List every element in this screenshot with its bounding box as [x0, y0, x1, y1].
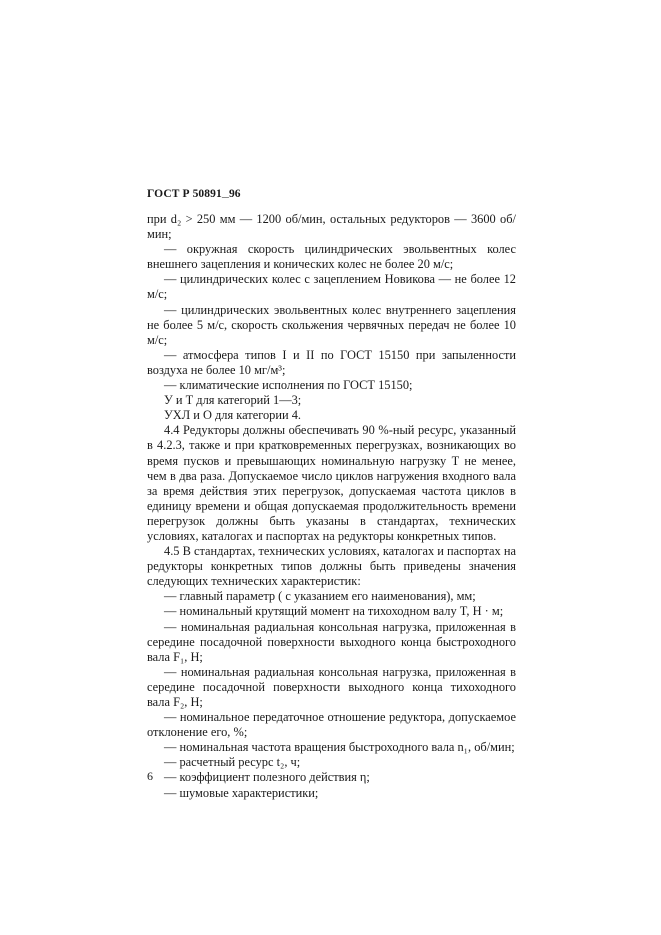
- list-item-load-f2: — номинальная радиальная консольная нагрузка, приложенная в середине посадочной поверхности выходного конца тихоходного вала F₂, Н;: [147, 664, 516, 709]
- list-item-noise: — шумовые характеристики;: [164, 785, 319, 800]
- standard-code: ГОСТ Р 50891: [147, 188, 222, 200]
- paragraph-atmosphere: — атмосфера типов I и II по ГОСТ 15150 при запыленности воздуха не более 10 мг/м³;: [147, 347, 516, 377]
- paragraph-4-5: 4.5 В стандартах, технических условиях, каталогах и паспортах на редукторы конкретных типов должны быть приведены значения следующих технических характеристик:: [147, 544, 516, 589]
- paragraph-internal-gear: — цилиндрических эвольвентных колес внутреннего зацепления не более 5 м/с, скорость скольжения червячных передач не более 10 м/с;: [147, 302, 516, 347]
- paragraph-novikov: — цилиндрических колес с зацеплением Новикова — не более 12 м/с;: [147, 272, 516, 302]
- list-item-resource: — расчетный ресурс t₂, ч;: [164, 755, 301, 770]
- paragraph-climate: — климатические исполнения по ГОСТ 15150;: [164, 378, 413, 393]
- paragraph-external-gear: — окружная скорость цилиндрических эвольвентных колес внешнего зацепления и конических колес не более 20 м/с;: [147, 242, 516, 272]
- list-item-load-f1: — номинальная радиальная консольная нагрузка, приложенная в середине посадочной поверхности выходного конца быстроходного вала F₁, Н;: [147, 619, 516, 664]
- standard-year: 96: [228, 188, 241, 200]
- page-number: 6: [147, 769, 153, 783]
- paragraph-speed-limit: при d₂ > 250 мм — 1200 об/мин, остальных редукторов — 3600 об/мин;: [147, 212, 516, 242]
- list-item-gear-ratio: — номинальное передаточное отношение редуктора, допускаемое отклонение его, %;: [147, 710, 516, 740]
- standard-code-separator: —: [221, 193, 229, 201]
- paragraph-4-4: 4.4 Редукторы должны обеспечивать 90 %-ный ресурс, указанный в 4.2.3, также и при кратковременных перегрузках, возникающих во время пусков и превышающих номинальную нагрузку T не менее, чем в два раза. Допускаемое число циклов нагружения входного вала за время действия этих перегрузок, допускаемая частота циклов в единицу времени и общая допускаемая продолжительность времени перегрузок должны быть указаны в стандартах, технических условиях, каталогах и паспортах на редукторы конкретных типов.: [147, 423, 516, 543]
- paragraph-category-4: УХЛ и О для категории 4.: [164, 408, 302, 423]
- list-item-efficiency: — коэффициент полезного действия η;: [164, 770, 370, 785]
- list-item-torque: — номинальный крутящий момент на тихоходном валу T, Н · м;: [164, 604, 504, 619]
- list-item-rotation-speed: — номинальная частота вращения быстроходного вала n₁, об/мин;: [164, 740, 515, 755]
- paragraph-category-1-3: У и Т для категорий 1—3;: [164, 393, 302, 408]
- document-header: [147, 188, 241, 201]
- document-body: [147, 212, 516, 801]
- list-item-main-parameter: — главный параметр ( с указанием его наименования), мм;: [164, 589, 476, 604]
